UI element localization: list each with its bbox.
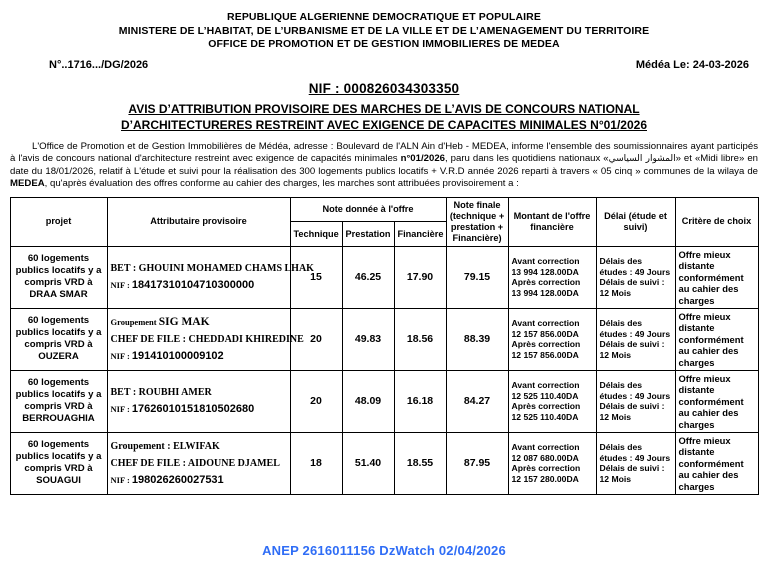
header-financiere: Financière <box>394 222 446 247</box>
attrib-nif-label: NIF : <box>110 474 132 485</box>
delai-line-1: Délais des <box>599 380 643 391</box>
attrib-line-2-label: CHEF DE FILE : <box>110 457 188 469</box>
attrib-nif-label: NIF : <box>110 350 132 361</box>
cell-financiere: 17.90 <box>394 246 446 308</box>
attrib-line-1 <box>111 316 287 329</box>
montant-avant-label: Avant correction <box>511 318 580 329</box>
montant-apres-value: 13 994 128.00DA <box>511 287 579 298</box>
montant-avant-label: Avant correction <box>511 380 580 391</box>
cell-note-finale: 84.27 <box>446 370 508 432</box>
cell-prestation: 51.40 <box>342 432 394 494</box>
cell-technique: 20 <box>290 370 342 432</box>
cell-critere: Offre mieux distante conformément au cahier des charges <box>675 308 758 370</box>
attrib-line-2 <box>110 333 304 346</box>
delai-line-1: Délais des <box>599 318 643 329</box>
cell-technique: 18 <box>290 432 342 494</box>
title-block <box>0 80 768 133</box>
cell-prestation: 46.25 <box>342 246 394 308</box>
delai-line-4: 12 Mois <box>599 350 632 361</box>
nif-title: NIF : 000826034303350 <box>308 80 460 96</box>
attrib-line-1-label: BET : <box>110 263 139 275</box>
avis-title-line1: AVIS D’ATTRIBUTION PROVISOIRE DES MARCHES DE L’AVIS DE CONCOURS NATIONAL <box>128 101 640 116</box>
cell-critere: Offre mieux distante conformément au cahier des charges <box>675 432 758 494</box>
attrib-line-1-value: GHOUINI MOHAMED CHAMS LHAK <box>138 263 314 275</box>
cell-note-finale: 79.15 <box>446 246 508 308</box>
table-body <box>10 246 758 494</box>
attrib-line-1-value: SIG MAK <box>158 315 210 328</box>
cell-financiere: 16.18 <box>394 370 446 432</box>
header-montant: Montant de l'offre financière <box>508 197 596 246</box>
attrib-nif-value: 18417310104710300000 <box>131 279 255 292</box>
cell-montant <box>508 370 596 432</box>
intro-bold-tender-number: n°01/2026 <box>400 153 445 165</box>
cell-projet: 60 logements publics locatifs y a compris VRD à OUZERA <box>10 308 107 370</box>
montant-avant-value: 12 525 110.40DA <box>511 390 579 401</box>
intro-part1: L'Office de Promotion et de Gestion Immobilières de Médéa, adresse : Boulevard de l'ALN Ain d'Heb - MEDEA, informe l'ensemble des soumissionnaires ayant participés à l'avis de concours national d'architecture restreint avec exigence de capacités minimales <box>10 140 758 165</box>
attrib-nif <box>111 403 287 416</box>
organization-header <box>0 0 768 52</box>
attrib-line-1-label: Groupement <box>110 316 159 327</box>
attrib-nif-value: 191410100009102 <box>131 349 224 362</box>
cell-delai <box>596 308 675 370</box>
header-line-ministry: MINISTERE DE L’HABITAT, DE L’URBANISME ET DE LA VILLE ET DE L’AMENAGEMENT DU TERRITOIRE <box>118 24 650 37</box>
table-row <box>10 246 758 308</box>
montant-avant-value: 13 994 128.00DA <box>511 266 579 277</box>
attrib-line-2 <box>111 457 287 470</box>
cell-delai <box>596 370 675 432</box>
cell-financiere: 18.55 <box>394 432 446 494</box>
attrib-line-1 <box>110 262 314 275</box>
header-attributaire: Attributaire provisoire <box>107 197 290 246</box>
attrib-line-1-label: Groupement : <box>110 440 174 452</box>
cell-delai <box>596 246 675 308</box>
montant-apres-label: Après correction <box>511 463 581 474</box>
reference-number: N°..1716.../DG/2026 <box>49 58 149 71</box>
delai-line-4: 12 Mois <box>599 287 632 298</box>
attrib-nif-value: 198026260027531 <box>131 473 224 486</box>
anep-footer: ANEP 2616011156 DzWatch 02/04/2026 <box>262 543 506 558</box>
attrib-line-1 <box>111 386 287 399</box>
delai-line-2: études : 49 Jours <box>599 266 671 277</box>
header-delai: Délai (étude et suivi) <box>596 197 675 246</box>
attrib-nif <box>111 474 287 487</box>
header-technique: Technique <box>290 222 342 247</box>
intro-paragraph <box>10 141 758 191</box>
header-line-office: OFFICE DE PROMOTION ET DE GESTION IMMOBILIERES DE MEDEA <box>208 38 560 50</box>
intro-bold-wilaya: MEDEA <box>10 178 45 190</box>
header-note-finale: Note finale (technique + prestation + Financière) <box>446 197 508 246</box>
delai-line-4: 12 Mois <box>599 412 632 423</box>
table-row <box>10 370 758 432</box>
attrib-line-1-label: BET : <box>110 387 139 399</box>
cell-delai <box>596 432 675 494</box>
attrib-nif-value: 17626010151810502680 <box>131 403 255 416</box>
delai-line-3: Délais de suivi : <box>599 463 665 474</box>
montant-avant-value: 12 157 856.00DA <box>511 328 579 339</box>
attrib-line-1-value: ELWIFAK <box>173 440 220 452</box>
attrib-line-1 <box>111 440 287 453</box>
attrib-nif-label: NIF : <box>110 404 132 415</box>
delai-line-2: études : 49 Jours <box>599 390 671 401</box>
reference-line <box>0 52 768 71</box>
montant-apres-label: Après correction <box>511 401 581 412</box>
attrib-line-2-label: CHEF DE FILE : <box>110 333 189 345</box>
cell-attributaire <box>107 370 290 432</box>
delai-line-3: Délais de suivi : <box>599 277 665 288</box>
cell-attributaire <box>107 432 290 494</box>
cell-technique: 15 <box>290 246 342 308</box>
montant-apres-label: Après correction <box>511 277 581 288</box>
attrib-line-2-value: AIDOUNE DJAMEL <box>187 457 280 469</box>
delai-line-2: études : 49 Jours <box>599 328 671 339</box>
intro-part2: , paru dans les quotidiens nationaux « <box>445 153 609 165</box>
attrib-nif-label: NIF : <box>110 280 132 291</box>
header-projet: projet <box>10 197 107 246</box>
intro-part4: , qu'après évaluation des offres conforme au cahier des charges, les marches sont attribuées provisoirement a : <box>44 178 519 190</box>
cell-montant <box>508 432 596 494</box>
montant-apres-label: Après correction <box>511 339 581 350</box>
cell-prestation: 48.09 <box>342 370 394 432</box>
place-date: Médéa Le: 24-03-2026 <box>635 58 749 71</box>
cell-financiere: 18.56 <box>394 308 446 370</box>
attribution-table <box>10 197 759 495</box>
montant-avant-value: 12 087 680.00DA <box>511 452 579 463</box>
table-row <box>10 432 758 494</box>
attrib-nif <box>111 350 287 363</box>
attrib-line-1-value: ROUBHI AMER <box>138 387 212 399</box>
header-line-republic: REPUBLIQUE ALGERIENNE DEMOCRATIQUE ET POPULAIRE <box>227 11 541 23</box>
header-prestation: Prestation <box>342 222 394 247</box>
montant-avant-label: Avant correction <box>511 256 580 267</box>
cell-note-finale: 87.95 <box>446 432 508 494</box>
cell-projet: 60 logements publics locatifs y a compris VRD à SOUAGUI <box>10 432 107 494</box>
attrib-line-2-value: CHEDDADI KHIREDINE <box>188 333 304 345</box>
cell-montant <box>508 308 596 370</box>
cell-projet: 60 logements publics locatifs y a compris VRD à DRAA SMAR <box>10 246 107 308</box>
table-header-row-1 <box>10 197 758 222</box>
avis-title <box>0 101 768 133</box>
cell-critere: Offre mieux distante conformément au cahier des charges <box>675 370 758 432</box>
delai-line-3: Délais de suivi : <box>599 401 665 412</box>
cell-prestation: 49.83 <box>342 308 394 370</box>
delai-line-4: 12 Mois <box>599 474 632 485</box>
delai-line-2: études : 49 Jours <box>599 452 671 463</box>
cell-attributaire <box>107 308 304 370</box>
delai-line-1: Délais des <box>599 256 643 267</box>
cell-critere: Offre mieux distante conformément au cahier des charges <box>675 246 758 308</box>
cell-montant <box>508 246 596 308</box>
delai-line-1: Délais des <box>599 442 643 453</box>
avis-title-line2: D’ARCHITECTURERES RESTREINT AVEC EXIGENCE DE CAPACITES MINIMALES N°01/2026 <box>121 117 647 132</box>
cell-technique: 20 <box>290 308 342 370</box>
intro-arabic-newspaper: المشوار السياسي <box>608 154 676 165</box>
header-note-group: Note donnée à l'offre <box>290 197 446 222</box>
montant-apres-value: 12 525 110.40DA <box>511 412 579 423</box>
cell-attributaire <box>107 246 314 308</box>
montant-avant-label: Avant correction <box>511 442 580 453</box>
montant-apres-value: 12 157 280.00DA <box>511 474 579 485</box>
header-critere: Critère de choix <box>675 197 758 246</box>
cell-note-finale: 88.39 <box>446 308 508 370</box>
montant-apres-value: 12 157 856.00DA <box>511 350 579 361</box>
intro-part3: » et «Midi libre» en date du 18/01/2026, relatif à L'étude et suivi pour la réalisation des 300 logements publics locatifs + V.R.D année 2026 reparti à travers « 05 cinq » communes de la wilaya de <box>10 153 759 177</box>
delai-line-3: Délais de suivi : <box>599 339 665 350</box>
table-row <box>10 308 758 370</box>
attrib-nif <box>111 279 287 292</box>
cell-projet: 60 logements publics locatifs y a compris VRD à BERROUAGHIA <box>10 370 107 432</box>
